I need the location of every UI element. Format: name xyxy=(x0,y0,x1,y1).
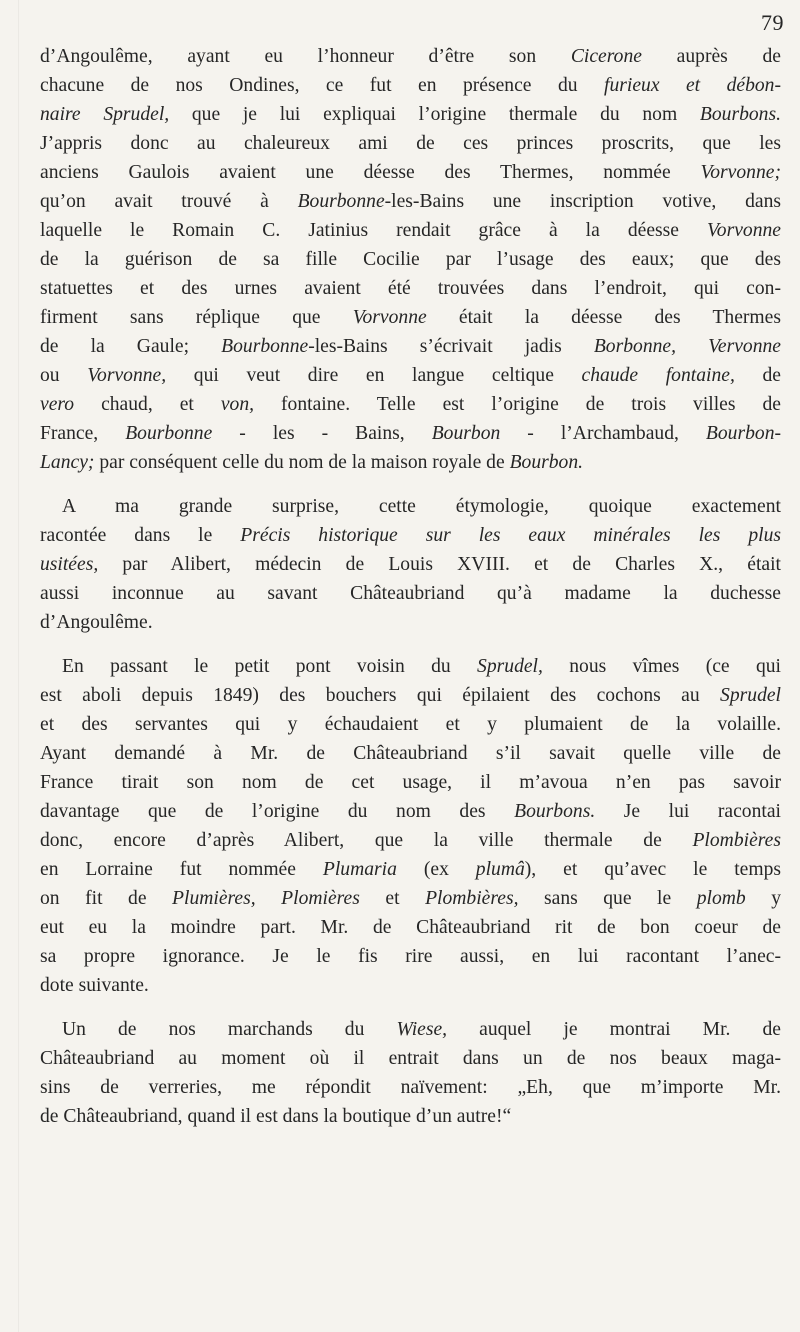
text-run: dote suivante. xyxy=(40,975,149,996)
text-line xyxy=(40,42,781,71)
text-run: France, xyxy=(40,423,126,444)
page-number: 79 xyxy=(761,10,784,35)
text-run: laquelle le Romain C. Jatinius rendait grâce à la déesse xyxy=(40,220,707,241)
text-line xyxy=(40,245,781,274)
text-line xyxy=(40,855,781,884)
text-run: par Alibert, médecin de Louis XVIII. et de Charles X., était xyxy=(98,554,781,575)
text-run: que je lui expliquai l’origine thermale du nom xyxy=(169,104,700,125)
text-run: de la Gaule; xyxy=(40,336,222,357)
paragraph-1 xyxy=(40,42,781,477)
text-line xyxy=(40,100,781,129)
text-run: sans que le xyxy=(518,888,697,909)
italic-text: Sprudel xyxy=(720,685,781,706)
text-run: firment sans réplique que xyxy=(40,307,353,328)
italic-text: Bourbons. xyxy=(514,801,596,822)
italic-text: Vorvonne, xyxy=(87,365,167,386)
italic-text: plomb xyxy=(696,888,746,909)
text-run: est aboli depuis 1849) des bouchers qui épilaient des cochons au xyxy=(40,685,721,706)
text-line xyxy=(40,739,781,768)
text-run: A ma grande surprise, cette étymologie, quoique exactement xyxy=(62,496,781,517)
italic-text: Bourbonne xyxy=(125,423,213,444)
text-run: de Châteaubriand, quand il est dans la boutique d’un autre!“ xyxy=(40,1106,512,1127)
italic-text: Vorvonne; xyxy=(700,162,781,183)
text-line xyxy=(40,390,781,419)
text-run: -les-Bains une inscription votive, dans xyxy=(384,191,781,212)
text-run: y xyxy=(745,888,781,909)
text-line xyxy=(40,681,781,710)
paragraph-2 xyxy=(40,492,781,637)
text-line xyxy=(40,884,781,913)
text-line xyxy=(40,216,781,245)
text-line xyxy=(40,942,781,971)
text-line xyxy=(40,652,781,681)
text-line xyxy=(40,1044,781,1073)
text-run: était la déesse des Thermes xyxy=(426,307,781,328)
text-line xyxy=(40,913,781,942)
italic-text: Bourbon xyxy=(431,423,501,444)
text-line xyxy=(40,797,781,826)
text-line xyxy=(40,1073,781,1102)
text-line xyxy=(40,303,781,332)
text-run: et des servantes qui y échaudaient et y plumaient de la volaille. xyxy=(40,714,781,735)
text-run: Châteaubriand au moment où il entrait dans un de nos beaux maga- xyxy=(40,1048,781,1069)
text-line xyxy=(40,129,781,158)
text-run: d’Angoulême. xyxy=(40,612,153,633)
text-run: - l’Archambaud, xyxy=(500,423,706,444)
italic-text: Bourbons. xyxy=(699,104,781,125)
body-text xyxy=(40,42,781,1146)
text-run: fontaine. Telle est l’origine de trois villes de xyxy=(254,394,781,415)
text-run: en Lorraine fut nommée xyxy=(40,859,323,880)
text-run: auquel je montrai Mr. de xyxy=(447,1019,781,1040)
text-line xyxy=(40,1015,781,1044)
text-run: d’Angoulême, ayant eu l’honneur d’être son xyxy=(40,46,571,67)
text-run: chacune de nos Ondines, ce fut en présence du xyxy=(40,75,605,96)
text-run: nous vîmes (ce qui xyxy=(542,656,781,677)
text-run: aussi inconnue au savant Châteaubriand qu’à madame la duchesse xyxy=(40,583,781,604)
text-run: de la guérison de sa fille Cocilie par l’usage des eaux; que des xyxy=(40,249,781,270)
text-line xyxy=(40,826,781,855)
text-line xyxy=(40,1102,781,1131)
paragraph-3 xyxy=(40,652,781,1000)
italic-text: Lancy; xyxy=(40,452,95,473)
italic-text: Plombières, xyxy=(425,888,519,909)
text-run: donc, encore d’après Alibert, que la ville thermale de xyxy=(40,830,693,851)
text-run: chaud, et xyxy=(74,394,221,415)
text-run: de xyxy=(734,365,781,386)
italic-text: plumâ xyxy=(475,859,525,880)
text-run: on fit de xyxy=(40,888,173,909)
text-run: par conséquent celle du nom de la maison royale de xyxy=(94,452,510,473)
text-line xyxy=(40,448,781,477)
text-run: En passant le petit pont voisin du xyxy=(62,656,478,677)
text-run: ), et qu’avec le temps xyxy=(524,859,781,880)
text-run: racontée dans le xyxy=(40,525,241,546)
italic-text: Bourbonne xyxy=(221,336,309,357)
text-run: eut eu la moindre part. Mr. de Châteaubriand rit de bon coeur de xyxy=(40,917,781,938)
text-run: sins de verreries, me répondit naïvement: „Eh, que m’importe Mr. xyxy=(40,1077,781,1098)
text-line xyxy=(40,608,781,637)
italic-text: Bourbonne xyxy=(297,191,385,212)
text-run: Ayant demandé à Mr. de Châteaubriand s’il savait quelle ville de xyxy=(40,743,781,764)
text-run: Je lui racontai xyxy=(595,801,781,822)
italic-text: Bourbon. xyxy=(509,452,584,473)
italic-text: Wiese, xyxy=(396,1019,448,1040)
text-line xyxy=(40,332,781,361)
text-line xyxy=(40,579,781,608)
text-run: et xyxy=(359,888,426,909)
text-line xyxy=(40,158,781,187)
text-run: (ex xyxy=(396,859,476,880)
text-run: statuettes et des urnes avaient été trouvées dans l’endroit, qui con- xyxy=(40,278,781,299)
italic-text: Plombières xyxy=(692,830,781,851)
text-run: - les - Bains, xyxy=(212,423,432,444)
text-line xyxy=(40,550,781,579)
text-run: sa propre ignorance. Je le fis rire aussi, en lui racontant l’anec- xyxy=(40,946,781,967)
italic-text: Sprudel, xyxy=(477,656,543,677)
italic-text: Vorvonne xyxy=(352,307,427,328)
text-line xyxy=(40,521,781,550)
text-run: ou xyxy=(40,365,88,386)
italic-text: Précis historique sur les eaux minérales les plus xyxy=(240,525,781,546)
italic-text: naire Sprudel, xyxy=(40,104,170,125)
italic-text: Borbonne, Vervonne xyxy=(593,336,782,357)
paragraph-4 xyxy=(40,1015,781,1131)
text-run: Un de nos marchands du xyxy=(62,1019,397,1040)
text-line xyxy=(40,361,781,390)
italic-text: von, xyxy=(220,394,255,415)
italic-text: Cicerone xyxy=(570,46,642,67)
text-line xyxy=(40,187,781,216)
italic-text: Bourbon- xyxy=(705,423,782,444)
italic-text: Plumaria xyxy=(322,859,397,880)
italic-text: usitées, xyxy=(40,554,99,575)
text-run: J’appris donc au chaleureux ami de ces princes proscrits, que les xyxy=(40,133,781,154)
text-line xyxy=(40,274,781,303)
text-run: anciens Gaulois avaient une déesse des Thermes, nommée xyxy=(40,162,701,183)
italic-text: vero xyxy=(40,394,75,415)
text-line xyxy=(40,710,781,739)
text-run: qu’on avait trouvé à xyxy=(40,191,298,212)
text-line xyxy=(40,71,781,100)
italic-text: Vorvonne xyxy=(706,220,781,241)
text-run: davantage que de l’origine du nom des xyxy=(40,801,515,822)
italic-text: chaude fontaine, xyxy=(581,365,735,386)
text-line xyxy=(40,492,781,521)
text-run: qui veut dire en langue celtique xyxy=(166,365,582,386)
text-run: -les-Bains s’écrivait jadis xyxy=(308,336,594,357)
italic-text: Plumières, Plomières xyxy=(172,888,360,909)
text-run: auprès de xyxy=(641,46,781,67)
text-line xyxy=(40,768,781,797)
text-run: France tirait son nom de cet usage, il m’avoua n’en pas savoir xyxy=(40,772,781,793)
italic-text: furieux et débon- xyxy=(604,75,781,96)
page-edge-shadow xyxy=(18,0,19,1332)
text-line xyxy=(40,419,781,448)
text-line xyxy=(40,971,781,1000)
